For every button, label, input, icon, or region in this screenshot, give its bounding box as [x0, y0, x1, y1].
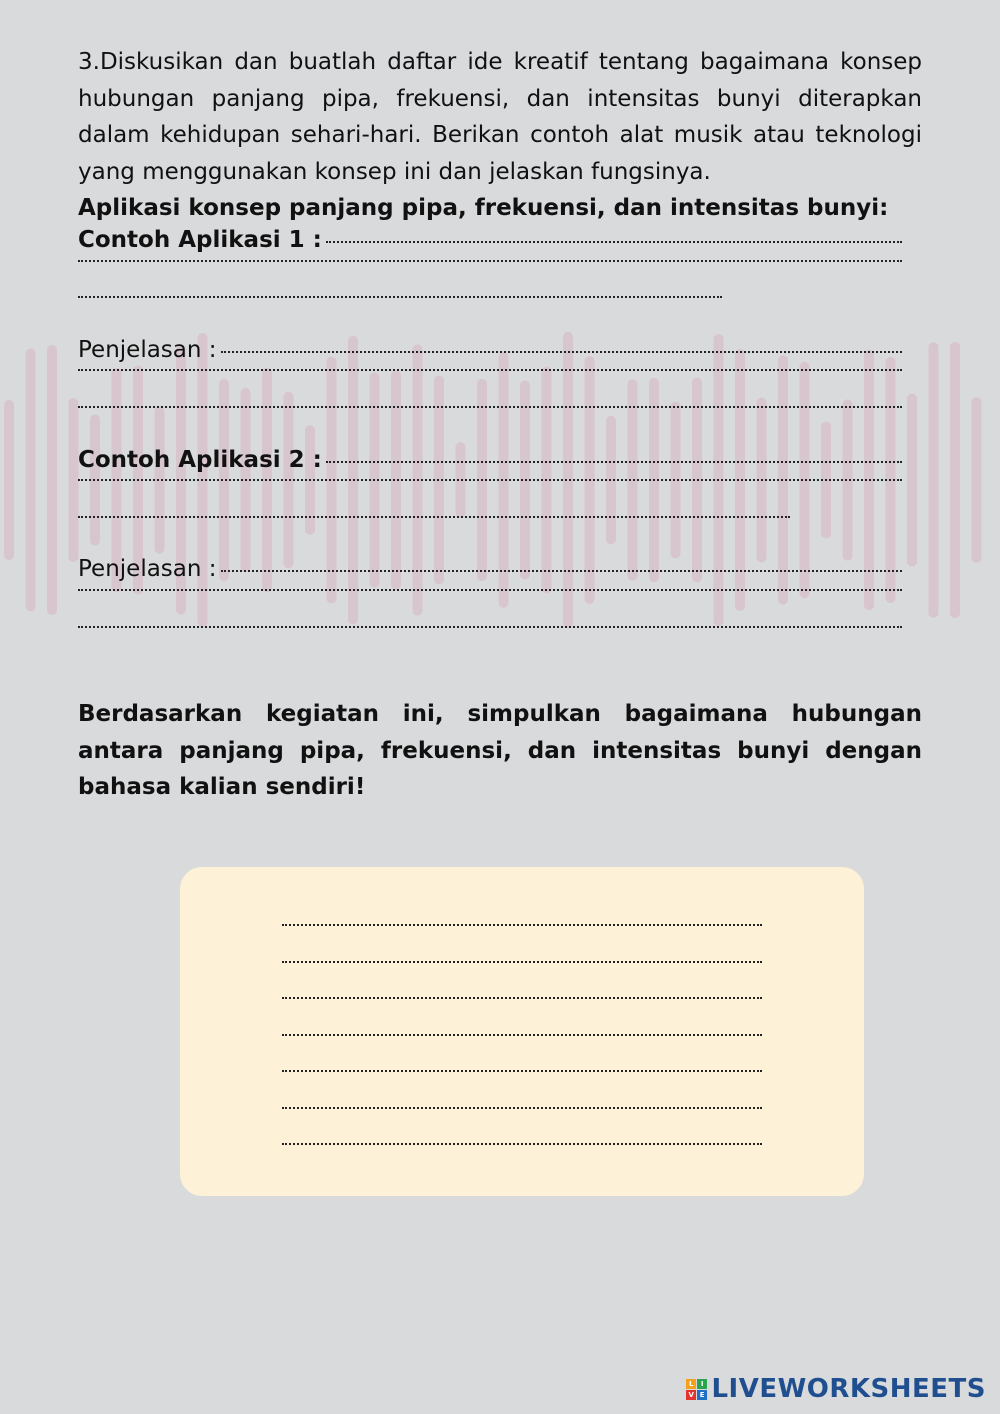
conclusion-prompt: Berdasarkan kegiatan ini, simpulkan bagaimana hubungan antara panjang pipa, frekuensi, dan intensitas bunyi dengan bahasa kalian sendiri!	[78, 701, 922, 801]
example-1-answer-line[interactable]	[326, 241, 902, 243]
answer-line	[78, 373, 922, 410]
liveworksheets-logo-icon	[686, 1379, 707, 1400]
explanation-1-answer-line-3[interactable]	[78, 406, 902, 408]
explanation-1-label: Penjelasan :	[78, 336, 217, 363]
wave-bar	[69, 398, 79, 562]
logo-letter-tile: V	[686, 1390, 696, 1400]
answer-line	[78, 593, 922, 630]
explanation-1-answer-line[interactable]	[221, 351, 902, 353]
brand-name: LIVEWORKSHEETS	[711, 1374, 986, 1404]
explanation-1-answer-line-2[interactable]	[78, 369, 902, 371]
answer-line	[78, 483, 922, 520]
answer-line	[78, 630, 922, 667]
wave-bar	[4, 400, 14, 560]
wave-bar	[929, 342, 939, 618]
wave-bar	[950, 342, 960, 619]
example-1-label: Contoh Aplikasi 1 :	[78, 226, 322, 253]
answer-line	[78, 410, 922, 447]
example-2-row	[78, 447, 922, 484]
explanation-2-answer-line[interactable]	[221, 570, 902, 572]
explanation-1-row	[78, 337, 922, 374]
answer-line	[78, 300, 922, 337]
wave-bar	[26, 349, 36, 612]
conclusion-answer-line[interactable]	[282, 997, 762, 999]
example-2-answer-line[interactable]	[326, 461, 902, 463]
logo-letter-tile: I	[697, 1379, 707, 1389]
example-2-answer-line-3[interactable]	[78, 516, 790, 518]
example-1-answer-line-3[interactable]	[78, 296, 722, 298]
conclusion-answer-line[interactable]	[282, 1143, 762, 1145]
example-2-answer-line-2[interactable]	[78, 479, 902, 481]
explanation-2-answer-line-2[interactable]	[78, 589, 902, 591]
wave-bar	[972, 397, 982, 563]
explanation-2-row	[78, 556, 922, 593]
answer-line	[78, 264, 922, 301]
conclusion-answer-line[interactable]	[282, 1070, 762, 1072]
conclusion-answer-box	[180, 867, 864, 1196]
example-1-answer-line-2[interactable]	[78, 260, 902, 262]
conclusion-answer-line[interactable]	[282, 924, 762, 926]
worksheet-content	[78, 44, 922, 806]
wave-bar	[47, 345, 57, 615]
explanation-2-answer-line-3[interactable]	[78, 626, 902, 628]
liveworksheets-logo	[686, 1374, 986, 1404]
answer-line	[78, 520, 922, 557]
conclusion-answer-line[interactable]	[282, 1107, 762, 1109]
explanation-2-label: Penjelasan :	[78, 556, 217, 583]
question-text: 3.Diskusikan dan buatlah daftar ide kreatif tentang bagaimana konsep hubungan panjang pipa, frekuensi, dan intensitas bunyi diterapkan dalam kehidupan sehari-hari. Berikan contoh alat musik atau teknologi yang menggunakan konsep ini dan jelaskan fungsinya.	[78, 49, 922, 185]
section-heading: Aplikasi konsep panjang pipa, frekuensi, dan intensitas bunyi:	[78, 195, 889, 222]
conclusion-answer-line[interactable]	[282, 961, 762, 963]
conclusion-answer-line[interactable]	[282, 1034, 762, 1036]
example-2-label: Contoh Aplikasi 2 :	[78, 446, 322, 473]
logo-letter-tile: E	[697, 1390, 707, 1400]
logo-letter-tile: L	[686, 1379, 696, 1389]
example-1-row	[78, 227, 922, 264]
